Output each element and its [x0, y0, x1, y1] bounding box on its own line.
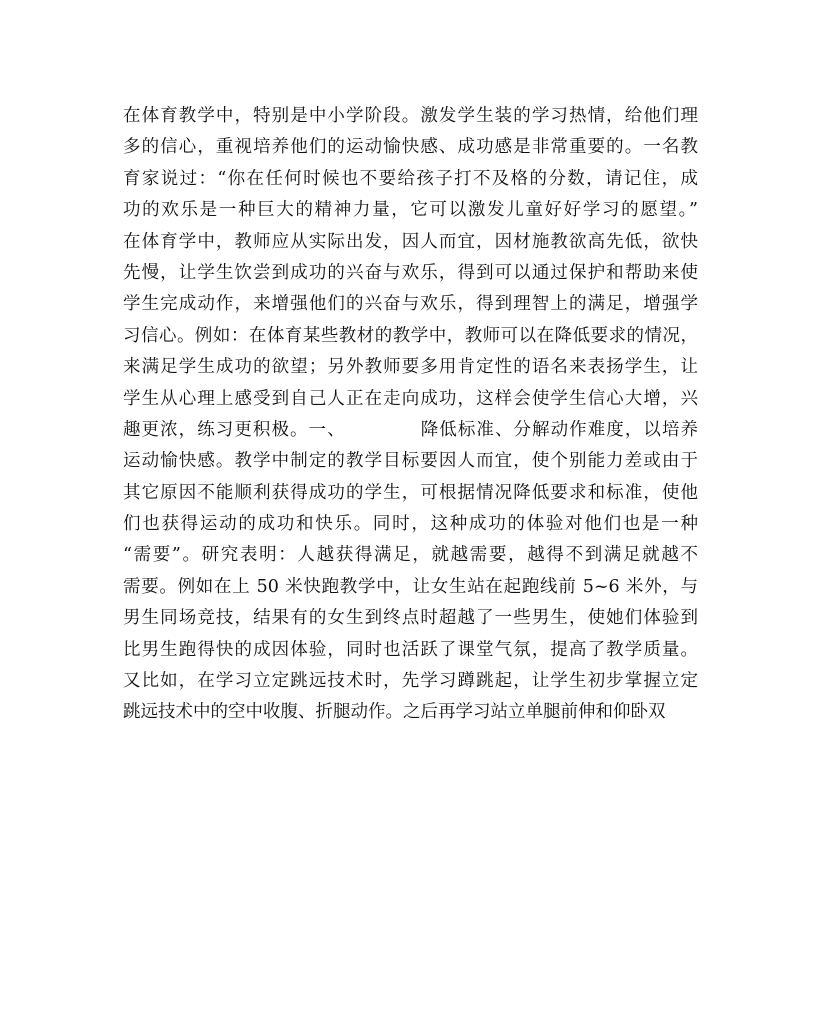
- text-line-16: 需要。例如在上 50 米快跑教学中，让女生站在起跑线前 5~6 米外，与: [123, 576, 698, 597]
- text-line-5: 在体育学中，教师应从实际出发，因人而宜，因材施教欲高先低，欲快: [123, 231, 698, 252]
- text-line-7: 学生完成动作，来增强他们的兴奋与欢乐，得到理智上的满足，增强学: [123, 294, 698, 315]
- text-line-12: 运动愉快感。教学中制定的教学目标要因人而宜，使个别能力差或由于: [123, 451, 698, 472]
- text-line-11-part-1: 趣更浓，练习更积极。一、: [123, 419, 346, 440]
- text-line-10: 学生从心理上感受到自己人正在走向成功，这样会使学生信心大增，兴: [123, 388, 698, 409]
- text-line-20: 跳远技术中的空中收腹、折腿动作。之后再学习站立单腿前伸和仰卧双: [123, 702, 666, 723]
- text-line-4: 功的欢乐是一种巨大的精神力量，它可以激发儿童好好学习的愿望。”: [123, 200, 698, 221]
- text-line-8: 习信心。例如：在体育某些教材的教学中，教师可以在降低要求的情况，: [123, 325, 698, 346]
- text-line-11-part-2: 降低标准、分解动作难度，以培养: [419, 419, 699, 440]
- text-line-19: 又比如，在学习立定跳远技术时，先学习蹲跳起，让学生初步掌握立定: [123, 671, 698, 692]
- text-line-13: 其它原因不能顺利获得成功的学生，可根据情况降低要求和标准，使他: [123, 482, 698, 503]
- text-line-9: 来满足学生成功的欲望；另外教师要多用肯定性的语名来表扬学生，让: [123, 357, 698, 378]
- text-line-11: [123, 415, 698, 446]
- text-line-1: 在体育教学中，特别是中小学阶段。激发学生装的学习热情，给他们理: [123, 106, 698, 126]
- text-line-17: 男生同场竞技，结果有的女生到终点时超越了一些男生，使她们体验到: [123, 608, 698, 629]
- text-line-6: 先慢，让学生饮尝到成功的兴奋与欢乐，得到可以通过保护和帮助来使: [123, 262, 698, 283]
- text-line-2: 多的信心，重视培养他们的运动愉快感、成功感是非常重要的。一名教: [123, 137, 698, 158]
- document-body: [123, 101, 698, 729]
- text-line-14: 们也获得运动的成功和快乐。同时，这种成功的体验对他们也是一种: [123, 514, 698, 535]
- text-line-18: 比男生跑得快的成因体验，同时也活跃了课堂气氛，提高了教学质量。: [123, 639, 698, 660]
- text-line-15: “需要”。研究表明：人越获得满足，就越需要，越得不到满足就越不: [123, 545, 698, 566]
- text-line-3: 育家说过：“你在任何时候也不要给孩子打不及格的分数，请记住，成: [123, 168, 698, 189]
